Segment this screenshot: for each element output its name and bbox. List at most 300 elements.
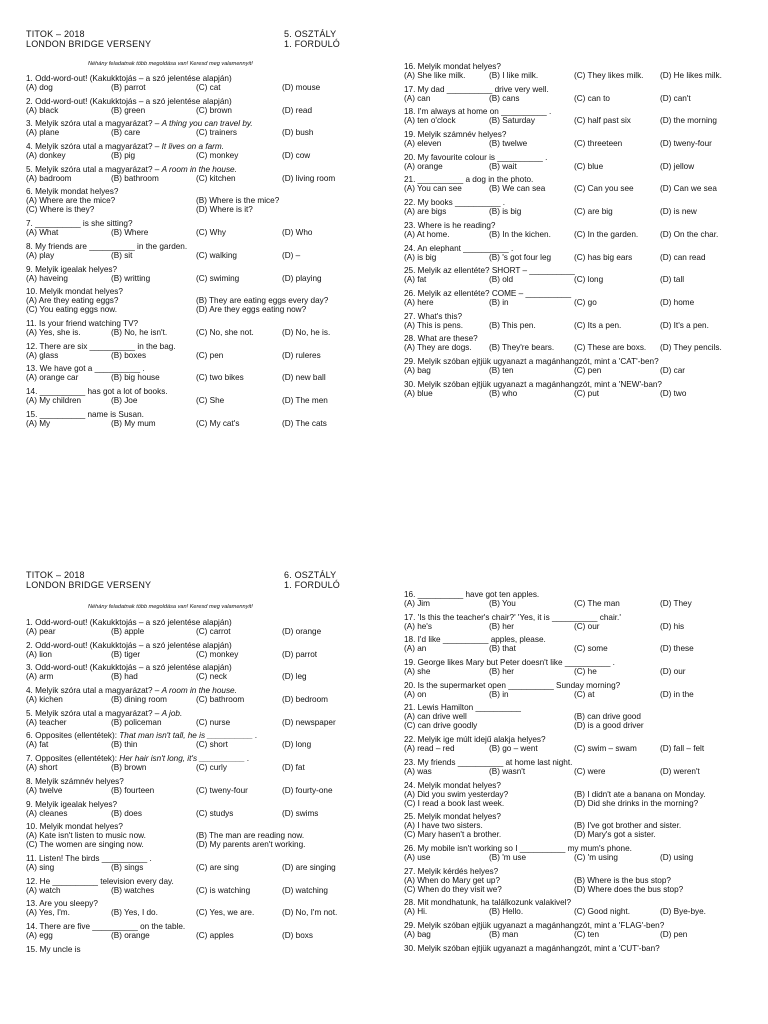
answer-option[interactable]: (A) Are they eating eggs? [26,296,119,306]
answer-option[interactable]: (C) has big ears [574,252,633,262]
answer-option[interactable]: (D) mouse [282,83,321,92]
answer-option[interactable]: (A) an [404,644,427,654]
answer-option[interactable]: (B) I didn't ate a banana on Monday. [574,789,706,799]
answer-option[interactable]: (C) You eating eggs now. [26,305,118,315]
answer-option[interactable]: (D) – [282,250,301,260]
answer-option[interactable]: (A) on [404,689,427,699]
answer-options-row [26,627,386,636]
answer-option[interactable]: (A) fat [404,275,427,285]
answer-option[interactable]: (D) our [660,667,686,677]
question-hint: A job. [161,708,183,718]
answer-option[interactable]: (A) eleven [404,139,442,149]
question-prompt: 11. Is your friend watching TV? [26,318,139,328]
answer-option[interactable]: (B) care [111,128,141,138]
answer-option[interactable]: (D) leg [282,672,307,682]
answer-option[interactable]: (D) playing [282,273,322,283]
answer-option[interactable]: (D) can read [660,252,706,262]
question-block [26,709,386,727]
answer-option[interactable]: (C) at [574,689,595,699]
answer-option[interactable]: (C) trainers [196,128,237,138]
answer-option[interactable]: (C) half past six [574,116,631,126]
answer-option[interactable]: (D) long [282,740,312,750]
answer-option[interactable]: (C) I read a book last week. [404,798,505,808]
answer-option[interactable]: (A) I have two sisters. [404,821,483,831]
answer-option[interactable]: (C) She [196,395,225,405]
answer-option[interactable]: (B) apple [111,627,145,636]
question-text [26,165,386,174]
answer-option[interactable]: (A) bag [404,929,431,939]
answer-option[interactable]: (A) blue [404,388,433,398]
question-text [404,198,764,207]
question-block [26,410,386,428]
answer-option[interactable]: (B) policeman [111,717,162,727]
answer-option[interactable]: (C) Where is they? [26,205,95,215]
answer-options-row [404,275,764,284]
question-prompt: 15. __________ name is Susan. [26,409,144,419]
answer-option[interactable]: (D) can't [660,93,691,103]
answer-option[interactable]: (C) threeteen [574,139,623,149]
answer-option[interactable]: (D) Did she drinks in the morning? [574,798,699,808]
answer-option[interactable]: (D) his [660,621,685,631]
answer-option[interactable]: (B) boxes [111,350,147,360]
answer-option[interactable]: (D) are singing [282,862,336,872]
question-block [404,334,764,352]
answer-option[interactable]: (A) Kate isn't listen to music now. [26,831,146,841]
answer-option[interactable]: (A) She like milk. [404,71,466,80]
answer-option[interactable]: (C) tweny-four [196,785,248,795]
answer-options-row [26,809,386,818]
answer-option[interactable]: (C) Yes, we are. [196,908,255,918]
answer-option[interactable]: (A) My [26,418,51,428]
answer-option[interactable]: (B) They are eating eggs every day? [196,296,329,306]
answer-option[interactable]: (C) long [574,275,604,285]
answer-option[interactable]: (D) pen [660,929,688,939]
answer-option[interactable]: (B) The man are reading now. [196,831,305,841]
answer-option[interactable]: (D) using [660,852,694,862]
question-text [26,686,386,695]
question-text [404,703,764,712]
answer-option[interactable]: (B) cans [489,93,520,103]
answer-option[interactable]: (D) Are they eggs eating now? [196,305,307,315]
answer-option[interactable]: (D) It's a pen. [660,320,709,330]
answer-option[interactable]: (D) home [660,297,695,307]
answer-option[interactable]: (B) brown [111,763,147,773]
question-prompt: 15. My uncle is [26,944,81,954]
answer-option[interactable]: (D) orange [282,627,322,636]
answer-option[interactable]: (C) curly [196,763,227,773]
question-block [404,175,764,193]
answer-option[interactable]: (B) wasn't [489,766,526,776]
question-text [26,219,386,228]
answer-option[interactable]: (B) in [489,689,509,699]
answer-option[interactable]: (A) badroom [26,173,72,183]
answer-option[interactable]: (A) They are dogs. [404,343,472,353]
answer-option[interactable]: (D) in the [660,689,694,699]
question-block [26,342,386,360]
answer-options-row [26,695,386,704]
answer-option[interactable]: (D) Where does the bus stop? [574,884,684,894]
answer-option[interactable]: (A) plane [26,128,60,138]
answer-option[interactable]: (D) parrot [282,649,318,659]
question-text [26,922,386,931]
question-block [26,119,386,137]
answer-option[interactable]: (B) her [489,667,515,677]
answer-option[interactable]: (B) writting [111,273,151,283]
answer-option[interactable]: (A) she [404,667,431,677]
question-text [404,312,764,321]
answer-option[interactable]: (B) watches [111,885,155,895]
answer-option[interactable]: (B) They're bears. [489,343,555,353]
answer-option[interactable]: (A) My children [26,395,82,405]
answer-option[interactable]: (C) some [574,644,608,654]
answer-option[interactable]: (A) Hi. [404,907,428,917]
question-text [26,342,386,351]
answer-option[interactable]: (C) pen [574,365,602,375]
answer-option[interactable]: (A) black [26,105,59,115]
answer-option[interactable]: (C) cat [196,83,221,92]
question-text [404,266,764,275]
answer-option[interactable]: (A) kichen [26,695,63,705]
answer-option[interactable]: (C) These are boxs. [574,343,647,353]
answer-options-row [404,721,764,730]
answer-option[interactable]: (A) pear [26,627,56,636]
question-block [26,877,386,895]
answer-option[interactable]: (A) haveing [26,273,68,283]
answer-option[interactable]: (C) swim – swam [574,744,637,754]
answer-option[interactable]: (A) twelve [26,785,63,795]
question-text [404,898,764,907]
answer-option[interactable]: (B) fourteen [111,785,155,795]
answer-option[interactable]: (C) 'm using [574,852,618,862]
answer-option[interactable]: (C) Good night. [574,907,630,917]
answer-option[interactable]: (C) two bikes [196,373,244,383]
question-prompt: 2. Odd-word-out! (Kakukktojás – a szó jelentése alapján) [26,96,232,106]
answer-option[interactable]: (B) We can sea [489,184,546,194]
answer-option[interactable]: (D) They pencils. [660,343,722,353]
answer-option[interactable]: (C) is watching [196,885,251,895]
answer-options-row [404,253,764,262]
question-block [404,153,764,171]
answer-option[interactable]: (C) Its a pen. [574,320,622,330]
answer-option[interactable]: (B) Joe [111,395,138,405]
question-column-left [26,618,386,958]
question-block [26,165,386,183]
question-column-right [404,590,764,957]
question-block [404,221,764,239]
answer-option[interactable]: (B) pig [111,151,136,161]
answer-option[interactable]: (A) bag [404,365,431,375]
answer-option[interactable]: (C) nurse [196,717,231,727]
answer-option[interactable]: (B) Saturday [489,116,535,126]
question-prompt: 29. Melyik szóban ejtjük ugyanazt a magánhangzót, mint a 'CAT'-ben? [404,356,659,366]
answer-option[interactable]: (D) watching [282,885,328,895]
answer-option[interactable]: (D) Mary's got a sister. [574,830,656,840]
question-prompt: 9. Melyik igealak helyes? [26,799,118,809]
answer-option[interactable]: (A) orange car [26,373,79,383]
answer-option[interactable]: (A) are bigs [404,207,447,217]
question-block [26,219,386,237]
answer-option[interactable]: (B) big house [111,373,160,383]
answer-option[interactable]: (A) was [404,766,432,776]
answer-options-row [26,373,386,382]
answer-option[interactable]: (B) in [489,297,509,307]
answer-option[interactable]: (C) neck [196,672,227,682]
answer-option[interactable]: (B) 's got four leg [489,252,552,262]
answer-option[interactable]: (D) is a good driver [574,721,644,731]
answer-option[interactable]: (D) boxs [282,930,313,940]
answer-option[interactable]: (A) Jim [404,599,430,608]
answer-option[interactable]: (D) Who [282,228,313,238]
answer-option[interactable]: (D) bedroom [282,695,328,705]
question-block [26,97,386,115]
answer-option[interactable]: (D) is new [660,207,697,217]
answer-option[interactable]: (D) tall [660,275,685,285]
question-block [26,754,386,772]
question-prompt: 4. Melyik szóra utal a magyarázat? – [26,142,162,152]
answer-option[interactable]: (D) He likes milk. [660,71,722,80]
answer-option[interactable]: (D) The cats [282,418,327,428]
answer-option[interactable]: (C) My cat's [196,418,240,428]
answer-option[interactable]: (C) were [574,766,606,776]
question-block [26,641,386,659]
sheet-header-right [284,570,340,590]
answer-option[interactable]: (C) short [196,740,228,750]
answer-option[interactable]: (B) orange [111,930,150,940]
answer-option[interactable]: (C) can drive goodly [404,721,478,731]
answer-option[interactable]: (D) The men [282,395,328,405]
answer-option[interactable]: (B) You [489,599,516,608]
answer-option[interactable]: (A) orange [404,161,443,171]
answer-option[interactable]: (D) two [660,388,687,398]
answer-option[interactable]: (A) play [26,250,55,260]
answer-option[interactable]: (C) The women are singing now. [26,840,144,850]
answer-option[interactable]: (C) Can you see [574,184,634,194]
answer-option[interactable]: (A) watch [26,885,61,895]
answer-option[interactable]: (D) these [660,644,694,654]
question-block [26,387,386,405]
answer-option[interactable]: (C) carrot [196,627,231,636]
answer-option[interactable]: (C) our [574,621,600,631]
answer-option[interactable]: (A) he's [404,621,432,631]
answer-option[interactable]: (B) ten [489,365,514,375]
answer-option[interactable]: (C) pen [196,350,224,360]
answer-option[interactable]: (C) he [574,667,597,677]
answer-options-row [26,351,386,360]
answer-option[interactable]: (A) read – red [404,744,455,754]
answer-options-row [404,876,764,885]
question-block [404,844,764,862]
answer-option[interactable]: (A) here [404,297,434,307]
answer-option[interactable]: (A) Yes, I'm. [26,908,70,918]
answer-option[interactable]: (C) studys [196,808,234,818]
question-prompt: 3. Odd-word-out! (Kakukktojás – a szó jelentése alapján) [26,663,232,673]
answer-option[interactable]: (A) sing [26,862,55,872]
question-hint: That man isn't tall, he is __________ . [119,731,258,741]
answer-option[interactable]: (D) swims [282,808,319,818]
answer-option[interactable]: (C) bathroom [196,695,245,705]
answer-option[interactable]: (B) does [111,808,142,818]
answer-option[interactable]: (B) can drive good [574,712,641,722]
answer-option[interactable]: (A) donkey [26,151,66,161]
answer-option[interactable]: (B) go – went [489,744,538,754]
answer-option[interactable]: (B) tiger [111,649,141,659]
answer-option[interactable]: (D) Can we sea [660,184,717,194]
answer-option[interactable]: (B) parrot [111,83,146,92]
answer-option[interactable]: (B) bathroom [111,173,159,183]
answer-option[interactable]: (D) weren't [660,766,700,776]
answer-option[interactable]: (C) kitchen [196,173,236,183]
answer-option[interactable]: (D) cow [282,151,311,161]
answer-option[interactable]: (B) No, he isn't. [111,327,168,337]
question-text [26,945,386,954]
answer-option[interactable]: (A) cleanes [26,808,68,818]
answer-option[interactable]: (D) living room [282,173,336,183]
answer-option[interactable]: (C) Mary hasen't a brother. [404,830,502,840]
competition-name: LONDON BRIDGE VERSENY [26,39,152,49]
answer-option[interactable]: (B) green [111,105,146,115]
answer-option[interactable]: (B) her [489,621,515,631]
answer-option[interactable]: (C) are sing [196,862,239,872]
answer-option[interactable]: (A) When do Mary get up? [404,875,501,885]
answer-option[interactable]: (A) Where are the mice? [26,196,116,206]
answer-option[interactable]: (C) monkey [196,649,239,659]
question-block [404,357,764,375]
question-prompt: 27. What's this? [404,311,462,321]
answer-option[interactable]: (D) No, I'm not. [282,908,338,918]
answer-option[interactable]: (D) fourty-one [282,785,333,795]
answer-option[interactable]: (B) thin [111,740,138,750]
answer-option[interactable]: (A) arm [26,672,54,682]
answer-option[interactable]: (C) blue [574,161,604,171]
answer-option[interactable]: (B) Hello. [489,907,524,917]
answer-options-row [26,305,386,314]
answer-option[interactable]: (C) apples [196,930,234,940]
question-prompt: 19. Melyik számnév helyes? [404,130,507,140]
answer-option[interactable]: (B) My mum [111,418,156,428]
answer-option[interactable]: (A) At home. [404,229,450,239]
answer-option[interactable]: (D) jellow [660,161,695,171]
answer-option[interactable]: (D) car [660,365,686,375]
answer-option[interactable]: (B) Yes, I do. [111,908,158,918]
answer-option[interactable]: (B) old [489,275,514,285]
answer-option[interactable]: (B) who [489,388,518,398]
answer-option[interactable]: (A) can drive well [404,712,467,722]
answer-option[interactable]: (C) can to [574,93,610,103]
answer-option[interactable]: (B) dining room [111,695,167,705]
question-block [404,921,764,939]
question-block [26,265,386,283]
answer-option[interactable]: (A) short [26,763,58,773]
answer-option[interactable]: (C) brown [196,105,232,115]
answer-option[interactable]: (B) that [489,644,516,654]
answer-option[interactable]: (B) is big [489,207,522,217]
answer-option[interactable]: (C) monkey [196,151,239,161]
answer-option[interactable]: (D) bush [282,128,314,138]
answer-option[interactable]: (D) tweny-four [660,139,712,149]
answer-option[interactable]: (C) When do they visit we? [404,884,502,894]
answer-option[interactable]: (A) is big [404,252,437,262]
answer-option[interactable]: (D) On the char. [660,229,719,239]
answer-option[interactable]: (D) fall – felt [660,744,705,754]
answer-option[interactable]: (B) had [111,672,138,682]
answer-options-row [404,830,764,839]
answer-option[interactable]: (C) swiming [196,273,240,283]
answer-option[interactable]: (D) new ball [282,373,326,383]
answer-option[interactable]: (D) Where is it? [196,205,253,215]
answer-options-row [26,786,386,795]
answer-option[interactable]: (B) twelwe [489,139,528,149]
answer-option[interactable]: (B) 'm use [489,852,527,862]
answer-option[interactable]: (C) The man [574,599,620,608]
answer-option[interactable]: (B) sings [111,862,144,872]
answer-option[interactable]: (C) No, she not. [196,327,254,337]
answer-option[interactable]: (A) use [404,852,431,862]
answer-option[interactable]: (D) the morning [660,116,717,126]
answer-option[interactable]: (D) Bye-bye. [660,907,706,917]
answer-option[interactable]: (C) put [574,388,600,398]
answer-option[interactable]: (A) dog [26,83,53,92]
answer-option[interactable]: (C) Why [196,228,227,238]
answer-option[interactable]: (A) Yes, she is. [26,327,81,337]
answer-option[interactable]: (B) I like milk. [489,71,539,80]
answer-option[interactable]: (A) egg [26,930,53,940]
answer-option[interactable]: (B) Where [111,228,149,238]
answer-option[interactable]: (C) ten [574,929,600,939]
answer-option[interactable]: (A) fat [26,740,49,750]
answer-option[interactable]: (C) go [574,297,597,307]
question-block [404,590,764,608]
answer-options-row [26,650,386,659]
answer-option[interactable]: (B) wait [489,161,517,171]
answer-option[interactable]: (A) This is pens. [404,320,463,330]
answer-option[interactable]: (B) I've got brother and sister. [574,821,682,831]
answer-options-row [404,139,764,148]
answer-option[interactable]: (A) teacher [26,717,67,727]
answer-option[interactable]: (D) They [660,599,692,608]
answer-option[interactable]: (C) They likes milk. [574,71,644,80]
question-hint: Her hair isn't long, it's __________ . [119,754,250,764]
answer-option[interactable]: (A) Did you swim yesterday? [404,789,509,799]
answer-option[interactable]: (D) read [282,105,313,115]
answer-option[interactable]: (A) lion [26,649,52,659]
answer-options-row [26,251,386,260]
answer-option[interactable]: (C) are big [574,207,613,217]
answer-option[interactable]: (C) In the garden. [574,229,639,239]
answer-option[interactable]: (D) fat [282,763,305,773]
question-prompt: 10. Melyik mondat helyes? [26,822,123,832]
answer-option[interactable]: (A) ten o'clock [404,116,456,126]
answer-option[interactable]: (D) No, he is. [282,327,331,337]
answer-option[interactable]: (A) What [26,228,59,238]
answer-option[interactable]: (B) Where is the mice? [196,196,280,206]
answer-option[interactable]: (B) This pen. [489,320,536,330]
answer-option[interactable]: (D) My parents aren't working. [196,840,306,850]
answer-option[interactable]: (D) newspaper [282,717,336,727]
question-text [404,613,764,622]
answer-option[interactable]: (A) glass [26,350,59,360]
answer-option[interactable]: (B) In the kichen. [489,229,551,239]
answer-options-row [26,228,386,237]
answer-option[interactable]: (A) can [404,93,431,103]
question-block [26,822,386,849]
answer-option[interactable]: (B) Where is the bus stop? [574,875,671,885]
answer-option[interactable]: (C) walking [196,250,237,260]
answer-option[interactable]: (D) ruleres [282,350,321,360]
answer-option[interactable]: (A) You can see [404,184,462,194]
answer-option[interactable]: (B) sit [111,250,133,260]
question-text [404,735,764,744]
answer-option[interactable]: (B) man [489,929,519,939]
